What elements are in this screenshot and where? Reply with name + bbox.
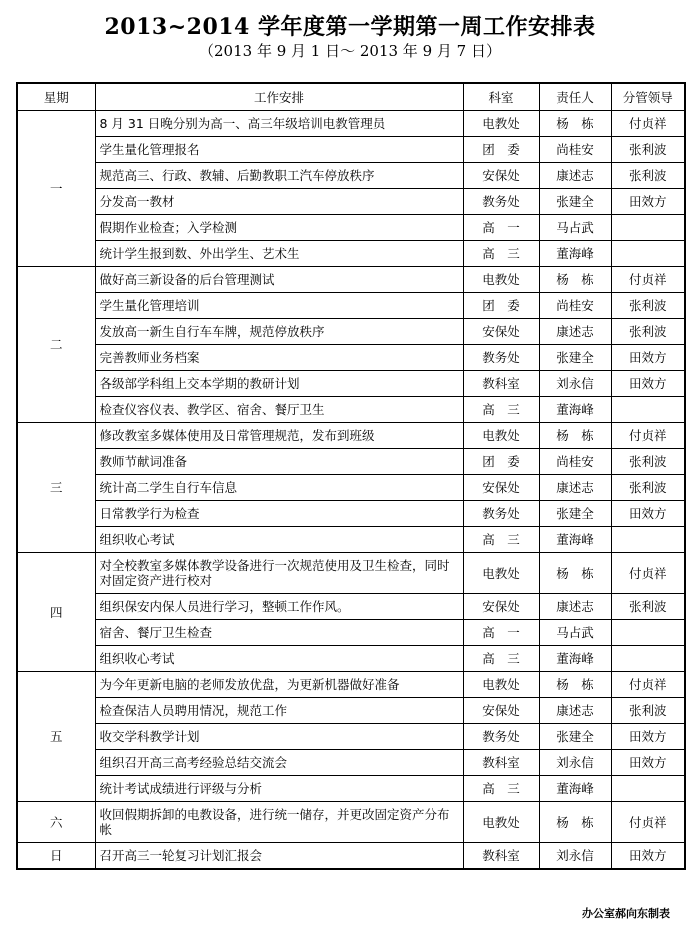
- task-cell: 学生量化管理报名: [95, 137, 463, 163]
- leader-cell: 田效方: [611, 724, 685, 750]
- person-cell: 康述志: [539, 594, 611, 620]
- leader-cell: [611, 527, 685, 553]
- person-cell: 张建全: [539, 189, 611, 215]
- department-cell: 电教处: [463, 802, 539, 843]
- weekday-cell: 四: [17, 553, 95, 672]
- leader-cell: 田效方: [611, 501, 685, 527]
- person-cell: 杨 栋: [539, 672, 611, 698]
- person-cell: 马占武: [539, 215, 611, 241]
- leader-cell: 田效方: [611, 371, 685, 397]
- leader-cell: [611, 646, 685, 672]
- table-row: [17, 293, 685, 319]
- person-cell: 杨 栋: [539, 553, 611, 594]
- department-cell: 安保处: [463, 319, 539, 345]
- person-cell: 杨 栋: [539, 423, 611, 449]
- department-cell: 高 三: [463, 397, 539, 423]
- department-cell: 电教处: [463, 672, 539, 698]
- leader-cell: [611, 241, 685, 267]
- table-row: [17, 163, 685, 189]
- department-cell: 团 委: [463, 449, 539, 475]
- person-cell: 董海峰: [539, 776, 611, 802]
- task-cell: 统计考试成绩进行评级与分析: [95, 776, 463, 802]
- department-cell: 高 三: [463, 776, 539, 802]
- task-cell: 检查保洁人员聘用情况，规范工作: [95, 698, 463, 724]
- leader-cell: 张利波: [611, 319, 685, 345]
- task-cell: 召开高三一轮复习计划汇报会: [95, 843, 463, 870]
- department-cell: 电教处: [463, 111, 539, 137]
- task-cell: 组织保安内保人员进行学习，整顿工作作风。: [95, 594, 463, 620]
- leader-cell: 田效方: [611, 843, 685, 870]
- weekday-cell: 六: [17, 802, 95, 843]
- column-header-weekday: 星期: [17, 83, 95, 111]
- column-header-leader: 分管领导: [611, 83, 685, 111]
- leader-cell: 张利波: [611, 163, 685, 189]
- schedule-table: [16, 82, 686, 870]
- schedule-body: [17, 111, 685, 870]
- table-row: [17, 137, 685, 163]
- task-cell: 统计高二学生自行车信息: [95, 475, 463, 501]
- table-row: [17, 776, 685, 802]
- department-cell: 高 三: [463, 527, 539, 553]
- table-row: [17, 371, 685, 397]
- person-cell: 尚桂安: [539, 449, 611, 475]
- table-row: [17, 189, 685, 215]
- task-cell: 修改教室多媒体使用及日常管理规范，发布到班级: [95, 423, 463, 449]
- task-cell: 规范高三、行政、教辅、后勤教职工汽车停放秩序: [95, 163, 463, 189]
- department-cell: 教务处: [463, 189, 539, 215]
- leader-cell: 张利波: [611, 449, 685, 475]
- department-cell: 团 委: [463, 137, 539, 163]
- task-cell: 假期作业检查；入学检测: [95, 215, 463, 241]
- table-row: [17, 620, 685, 646]
- task-cell: 教师节献词准备: [95, 449, 463, 475]
- leader-cell: 付贞祥: [611, 553, 685, 594]
- table-row: [17, 750, 685, 776]
- table-row: [17, 553, 685, 594]
- table-row: [17, 397, 685, 423]
- column-header-task: 工作安排: [95, 83, 463, 111]
- department-cell: 团 委: [463, 293, 539, 319]
- table-row: [17, 111, 685, 137]
- task-cell: 学生量化管理培训: [95, 293, 463, 319]
- leader-cell: 张利波: [611, 475, 685, 501]
- weekday-cell: 五: [17, 672, 95, 802]
- person-cell: 康述志: [539, 163, 611, 189]
- leader-cell: 张利波: [611, 594, 685, 620]
- table-row: [17, 423, 685, 449]
- person-cell: 康述志: [539, 698, 611, 724]
- person-cell: 张建全: [539, 724, 611, 750]
- person-cell: 刘永信: [539, 843, 611, 870]
- weekday-cell: 二: [17, 267, 95, 423]
- person-cell: 马占武: [539, 620, 611, 646]
- person-cell: 董海峰: [539, 646, 611, 672]
- column-header-department: 科室: [463, 83, 539, 111]
- department-cell: 教科室: [463, 843, 539, 870]
- person-cell: 张建全: [539, 345, 611, 371]
- task-cell: 分发高一教材: [95, 189, 463, 215]
- department-cell: 教科室: [463, 371, 539, 397]
- task-cell: 8 月 31 日晚分别为高一、高三年级培训电教管理员: [95, 111, 463, 137]
- person-cell: 尚桂安: [539, 137, 611, 163]
- leader-cell: [611, 397, 685, 423]
- leader-cell: 付贞祥: [611, 802, 685, 843]
- department-cell: 教务处: [463, 345, 539, 371]
- task-cell: 检查仪容仪表、教学区、宿舍、餐厅卫生: [95, 397, 463, 423]
- department-cell: 高 三: [463, 646, 539, 672]
- leader-cell: 田效方: [611, 750, 685, 776]
- task-cell: 组织收心考试: [95, 646, 463, 672]
- table-row: [17, 501, 685, 527]
- person-cell: 杨 栋: [539, 111, 611, 137]
- person-cell: 董海峰: [539, 241, 611, 267]
- person-cell: 康述志: [539, 319, 611, 345]
- weekday-cell: 日: [17, 843, 95, 870]
- leader-cell: 付贞祥: [611, 423, 685, 449]
- task-cell: 完善教师业务档案: [95, 345, 463, 371]
- department-cell: 教务处: [463, 501, 539, 527]
- table-row: [17, 345, 685, 371]
- person-cell: 杨 栋: [539, 267, 611, 293]
- table-row: [17, 672, 685, 698]
- department-cell: 安保处: [463, 594, 539, 620]
- task-cell: 做好高三新设备的后台管理测试: [95, 267, 463, 293]
- leader-cell: 张利波: [611, 293, 685, 319]
- leader-cell: 付贞祥: [611, 111, 685, 137]
- task-cell: 宿舍、餐厅卫生检查: [95, 620, 463, 646]
- leader-cell: 张利波: [611, 698, 685, 724]
- department-cell: 电教处: [463, 553, 539, 594]
- page-title: 2013~2014 学年度第一学期第一周工作安排表: [104, 14, 596, 40]
- leader-cell: [611, 215, 685, 241]
- task-cell: 为今年更新电脑的老师发放优盘，为更新机器做好准备: [95, 672, 463, 698]
- department-cell: 教科室: [463, 750, 539, 776]
- table-row: [17, 215, 685, 241]
- person-cell: 尚桂安: [539, 293, 611, 319]
- table-row: [17, 475, 685, 501]
- table-maker-note: 办公室郝向东制表: [582, 907, 670, 920]
- department-cell: 教务处: [463, 724, 539, 750]
- task-cell: 发放高一新生自行车车牌，规范停放秩序: [95, 319, 463, 345]
- task-cell: 日常教学行为检查: [95, 501, 463, 527]
- table-row: [17, 267, 685, 293]
- person-cell: 杨 栋: [539, 802, 611, 843]
- department-cell: 电教处: [463, 267, 539, 293]
- department-cell: 高 三: [463, 241, 539, 267]
- table-header-row: [17, 83, 685, 111]
- person-cell: 康述志: [539, 475, 611, 501]
- table-row: [17, 527, 685, 553]
- person-cell: 董海峰: [539, 397, 611, 423]
- department-cell: 高 一: [463, 215, 539, 241]
- leader-cell: [611, 776, 685, 802]
- task-cell: 组织收心考试: [95, 527, 463, 553]
- leader-cell: 田效方: [611, 345, 685, 371]
- table-row: [17, 646, 685, 672]
- table-row: [17, 319, 685, 345]
- person-cell: 张建全: [539, 501, 611, 527]
- weekday-cell: 一: [17, 111, 95, 267]
- department-cell: 安保处: [463, 163, 539, 189]
- table-row: [17, 698, 685, 724]
- column-header-person: 责任人: [539, 83, 611, 111]
- table-row: [17, 241, 685, 267]
- task-cell: 收交学科教学计划: [95, 724, 463, 750]
- leader-cell: 付贞祥: [611, 672, 685, 698]
- department-cell: 电教处: [463, 423, 539, 449]
- person-cell: 刘永信: [539, 371, 611, 397]
- date-range-subtitle: （2013 年 9 月 1 日～ 2013 年 9 月 7 日）: [199, 42, 501, 60]
- weekday-cell: 三: [17, 423, 95, 553]
- table-row: [17, 724, 685, 750]
- leader-cell: 田效方: [611, 189, 685, 215]
- department-cell: 安保处: [463, 698, 539, 724]
- task-cell: 统计学生报到数、外出学生、艺术生: [95, 241, 463, 267]
- table-row: [17, 802, 685, 843]
- leader-cell: 付贞祥: [611, 267, 685, 293]
- person-cell: 刘永信: [539, 750, 611, 776]
- task-cell: 组织召开高三高考经验总结交流会: [95, 750, 463, 776]
- task-cell: 收回假期拆卸的电教设备，进行统一储存，并更改固定资产分布帐: [95, 802, 463, 843]
- table-row: [17, 449, 685, 475]
- department-cell: 高 一: [463, 620, 539, 646]
- table-row: [17, 843, 685, 870]
- leader-cell: 张利波: [611, 137, 685, 163]
- task-cell: 各级部学科组上交本学期的教研计划: [95, 371, 463, 397]
- task-cell: 对全校教室多媒体教学设备进行一次规范使用及卫生检查，同时对固定资产进行校对: [95, 553, 463, 594]
- leader-cell: [611, 620, 685, 646]
- person-cell: 董海峰: [539, 527, 611, 553]
- table-row: [17, 594, 685, 620]
- department-cell: 安保处: [463, 475, 539, 501]
